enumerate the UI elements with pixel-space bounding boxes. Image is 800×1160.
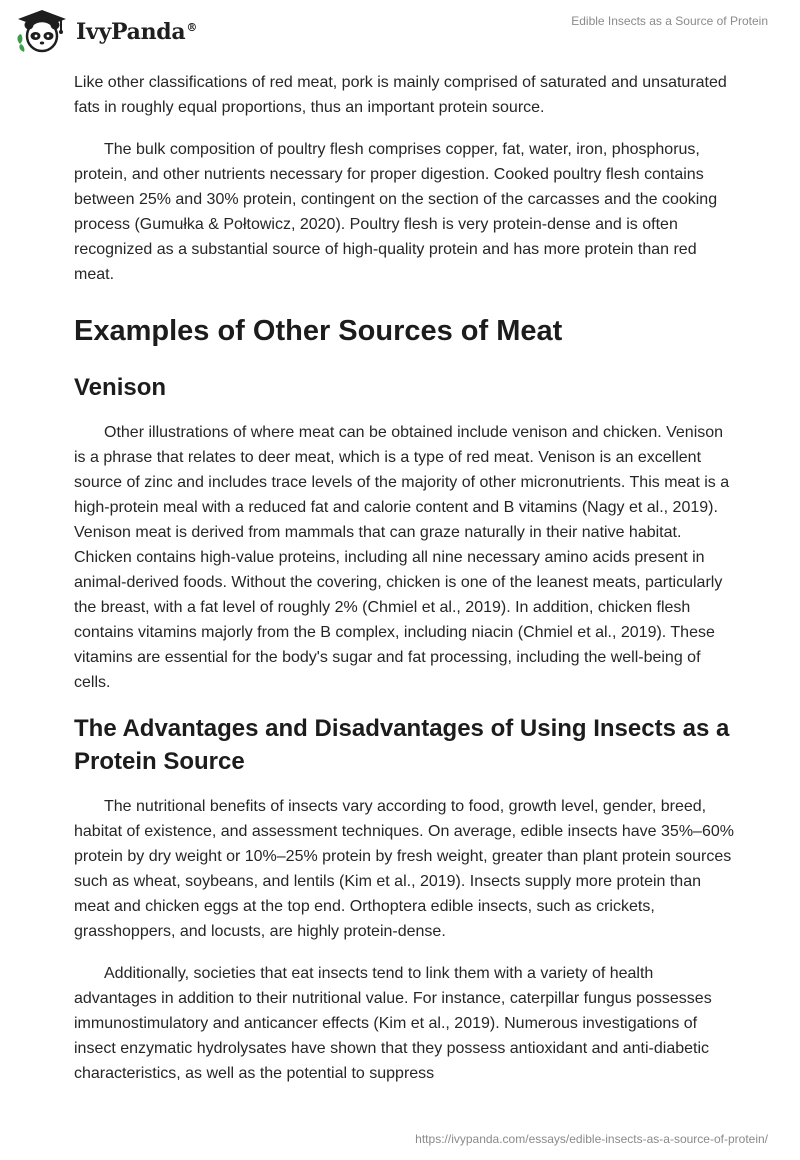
heading-other-sources: Examples of Other Sources of Meat (74, 315, 563, 347)
paragraph-health-advantages: Additionally, societies that eat insects tend to link them with a variety of health advantages in addition to their nutritional value. For instance, caterpillar fungus possesses immunostimulatory and anticancer effects (Kim et al., 2019). Numerous investigations of insect enzymatic hydrolysates have shown that they possess antioxidant and anti-diabetic characteristics, as well as the potential to suppress (74, 965, 712, 1082)
page-header (0, 0, 800, 66)
essay-content (74, 70, 734, 1103)
source-url-link[interactable]: https://ivypanda.com/essays/edible-insects-as-a-source-of-protein/ (415, 1132, 768, 1146)
heading-venison: Venison (74, 374, 167, 401)
paragraph-poultry: The bulk composition of poultry flesh comprises copper, fat, water, iron, phosphorus, protein, and other nutrients necessary for proper digestion. Cooked poultry flesh contains between 25% and 30% protein, contingent on the section of the carcasses and the cooking process (Gumułka & Połtowicz, 2020). Poultry flesh is very protein-dense and is often recognized as a substantial source of high-quality protein and has more protein than red meat. (74, 141, 718, 283)
document-title: Edible Insects as a Source of Protein (571, 14, 768, 28)
ivypanda-logo[interactable] (14, 8, 197, 56)
brand-name: IvyPanda® (76, 19, 198, 45)
panda-graduate-logo-icon (14, 8, 70, 56)
heading-advantages: The Advantages and Disadvantages of Using Insects as a Protein Source (74, 715, 730, 775)
paragraph-pork: Like other classifications of red meat, pork is mainly comprised of saturated and unsaturated fats in roughly equal proportions, thus an important protein source. (74, 74, 727, 116)
paragraph-venison: Other illustrations of where meat can be obtained include venison and chicken. Venison is a phrase that relates to deer meat, which is a type of red meat. Venison is an excellent source of zinc and includes trace levels of the majority of other micronutrients. This meat is a high-protein meal with a reduced fat and calorie content and B vitamins (Nagy et al., 2019). Venison meat is derived from mammals that can graze naturally in their native habitat. Chicken contains high-value proteins, including all nine necessary amino acids present in animal-derived foods. Without the covering, chicken is one of the leanest meats, particularly the breast, with a fat level of roughly 2% (Chmiel et al., 2019). In addition, chicken flesh contains vitamins majorly from the B complex, including niacin (Chmiel et al., 2019). These vitamins are essential for the body's sugar and fat processing, including the well-being of cells. (74, 424, 730, 691)
paragraph-nutritional-benefits: The nutritional benefits of insects vary according to food, growth level, gender, breed, habitat of existence, and assessment techniques. On average, edible insects have 35%–60% protein by dry weight or 10%–25% protein by fresh weight, greater than plant protein sources such as wheat, soybeans, and lentils (Kim et al., 2019). Insects supply more protein than meat and chicken eggs at the top end. Orthoptera edible insects, such as crickets, grasshoppers, and locusts, are highly protein-dense. (74, 798, 734, 940)
